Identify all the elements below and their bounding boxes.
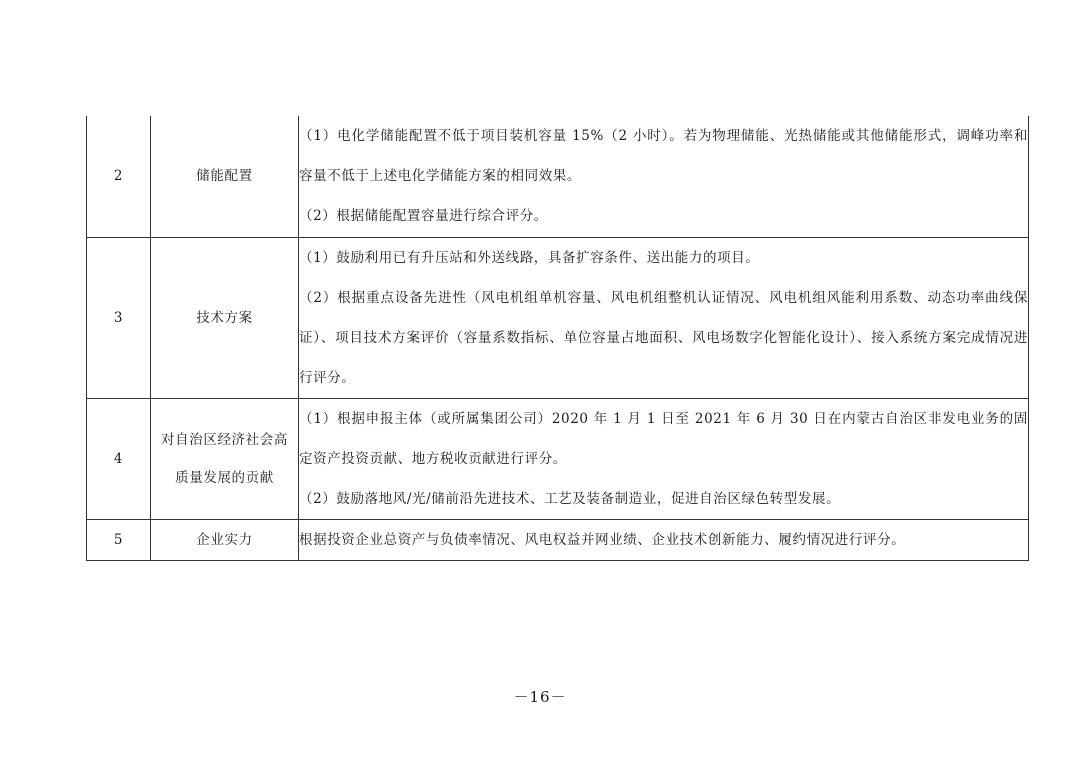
row-number: 5	[87, 519, 151, 560]
row-item	[151, 116, 299, 237]
description-paragraph: （2）鼓励落地风/光/储前沿先进技术、工艺及装备制造业，促进自治区绿色转型发展。	[299, 490, 841, 507]
table-row	[87, 398, 1029, 519]
row-item-label: 储能配置	[196, 168, 253, 185]
row-description	[299, 237, 1029, 398]
row-number: 4	[87, 398, 151, 519]
page-number: －16－	[513, 688, 567, 706]
row-item-label: 技术方案	[196, 309, 253, 326]
row-item-label: 企业实力	[196, 531, 253, 548]
table-row	[87, 116, 1029, 237]
row-item-label: 对自治区经济社会高质量发展的贡献	[161, 431, 288, 486]
description-paragraph: 根据投资企业总资产与负债率情况、风电权益并网业绩、企业技术创新能力、履约情况进行评分。	[299, 531, 906, 548]
row-number: 2	[87, 116, 151, 237]
criteria-table	[86, 116, 1029, 561]
row-item	[151, 398, 299, 519]
row-item	[151, 519, 299, 560]
description-paragraph: （1）电化学储能配置不低于项目装机容量 15%（2 小时）。若为物理储能、光热储能或其他储能形式，调峰功率和容量不低于上述电化学储能方案的相同效果。	[299, 128, 1028, 185]
row-number: 3	[87, 237, 151, 398]
description-paragraph: （2）根据重点设备先进性（风电机组单机容量、风电机组整机认证情况、风电机组风能利用系数、动态功率曲线保证）、项目技术方案评价（容量系数指标、单位容量占地面积、风电场数字化智能化设计）、接入系统方案完成情况进行评分。	[299, 289, 1028, 386]
table-row	[87, 519, 1029, 560]
description-paragraph: （1）鼓励利用已有升压站和外送线路，具备扩容条件、送出能力的项目。	[299, 249, 760, 266]
description-paragraph: （1）根据申报主体（或所属集团公司）2020 年 1 月 1 日至 2021 年 6 月 30 日在内蒙古自治区非发电业务的固定资产投资贡献、地方税收贡献进行评分。	[299, 410, 1028, 467]
row-description	[299, 116, 1029, 237]
row-item	[151, 237, 299, 398]
description-paragraph: （2）根据储能配置容量进行综合评分。	[299, 208, 548, 225]
row-description	[299, 519, 1029, 560]
row-description	[299, 398, 1029, 519]
table-row	[87, 237, 1029, 398]
